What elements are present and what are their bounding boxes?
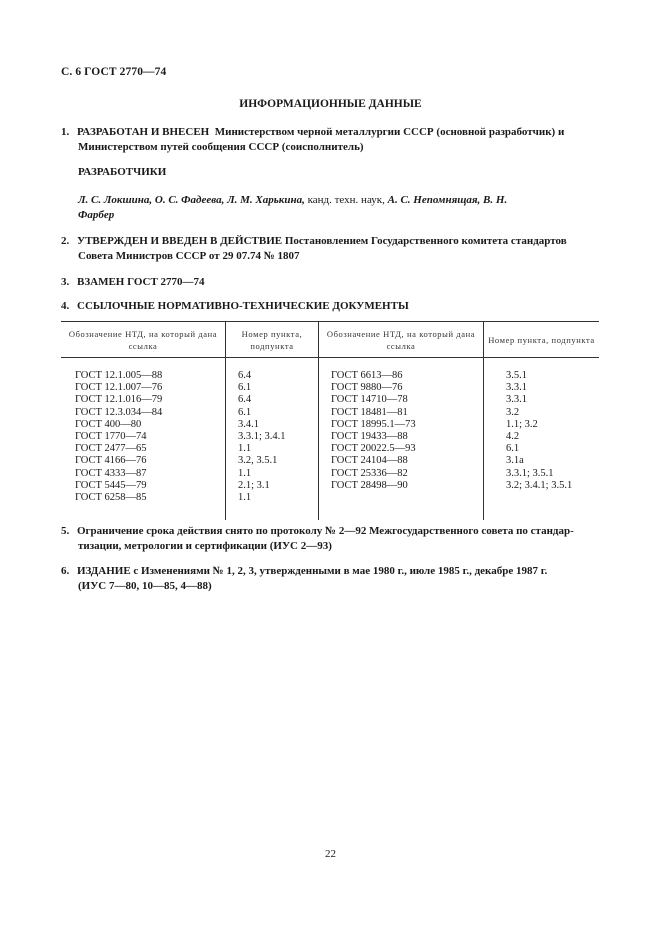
table-cell: 3.3.1 <box>506 394 527 406</box>
table-cell: 6.1 <box>506 443 520 455</box>
table-cell: 1.1 <box>238 467 252 479</box>
table-cell: ГОСТ 4333—87 <box>75 467 147 479</box>
item-number: 6. <box>61 565 70 577</box>
table-cell: ГОСТ 12.1.016—79 <box>75 394 163 406</box>
table-cell: ГОСТ 14710—78 <box>331 394 408 406</box>
table-cell: 3.2; 3.4.1; 3.5.1 <box>506 479 573 491</box>
table-cell: ГОСТ 2477—65 <box>75 443 147 455</box>
col-header-doc: Обозначение НТД, на который дана ссылка <box>61 322 226 358</box>
item-number: 2. <box>61 235 70 247</box>
item-text: ССЫЛОЧНЫЕ НОРМАТИВНО-ТЕХНИЧЕСКИЕ ДОКУМЕНТЫ <box>77 300 409 312</box>
section-title: ИНФОРМАЦИОННЫЕ ДАННЫЕ <box>239 98 422 110</box>
item-text: Ограничение срока действия снято по протоколу № 2—92 Межгосударственного совета по стандар- <box>77 525 574 537</box>
item-text: Министерством черной металлургии СССР (основной разработчик) и <box>214 126 565 138</box>
table-cell: ГОСТ 6258—85 <box>75 492 147 504</box>
item-text: ВЗАМЕН ГОСТ 2770—74 <box>77 276 205 288</box>
table-cell: ГОСТ 28498—90 <box>331 479 408 491</box>
table-cell: 3.3.1; 3.4.1 <box>238 431 286 443</box>
item-developed <box>61 125 601 154</box>
item-number: 5. <box>61 525 70 537</box>
table-cell: 3.5.1 <box>506 370 527 381</box>
col-header-item-2: Номер пункта, подпункта <box>484 322 600 358</box>
table-cell: 3.3.1; 3.5.1 <box>506 467 554 479</box>
item-text-cont: Совета Министров СССР от 29 07.74 № 1807 <box>78 249 300 262</box>
table-cell: ГОСТ 400—80 <box>75 418 142 430</box>
table-cell: 1.1; 3.2 <box>506 418 538 430</box>
table-cell: ГОСТ 25336—82 <box>331 467 408 479</box>
table-cell: ГОСТ 12.1.005—88 <box>75 370 163 381</box>
left-docs-column <box>61 358 226 521</box>
item-edition <box>61 564 601 593</box>
table-cell: 3.1а <box>506 455 524 467</box>
developers-names-2: А. С. Непомнящая, В. Н. <box>387 194 508 206</box>
table-cell: ГОСТ 4166—76 <box>75 455 147 467</box>
table-cell: 6.4 <box>238 394 252 406</box>
col-header-item: Номер пункта, подпункта <box>226 322 319 358</box>
table-cell: 1.1 <box>238 443 252 455</box>
table-cell: ГОСТ 18481—81 <box>331 406 408 418</box>
developers-degree: канд. техн. наук, <box>307 194 385 206</box>
table-cell: ГОСТ 18995.1—73 <box>331 418 416 430</box>
item-replaces <box>61 275 205 290</box>
page-header: С. 6 ГОСТ 2770—74 <box>61 66 167 78</box>
table-cell: ГОСТ 1770—74 <box>75 431 147 443</box>
left-items-column <box>226 358 319 521</box>
item-text-cont: тизации, метрологии и сертификации (ИУС 2—93) <box>78 539 332 552</box>
table-cell: 6.4 <box>238 370 252 381</box>
table-cell: ГОСТ 19433—88 <box>331 431 408 443</box>
table-cell: ГОСТ 12.1.007—76 <box>75 382 163 394</box>
developers-names: Л. С. Локшина, О. С. Фадеева, Л. М. Харькина, <box>78 194 305 206</box>
item-text: Постановлением Государственного комитета стандартов <box>284 235 567 247</box>
table-cell: 2.1; 3.1 <box>238 479 270 491</box>
right-docs-column <box>319 358 484 521</box>
table-cell: 3.2, 3.5.1 <box>238 455 278 467</box>
col-header-doc-2: Обозначение НТД, на который дана ссылка <box>319 322 484 358</box>
table-cell: ГОСТ 12.3.034—84 <box>75 406 163 418</box>
table-cell: 6.1 <box>238 406 252 418</box>
table-cell: ГОСТ 5445—79 <box>75 479 147 491</box>
item-approved <box>61 234 601 263</box>
item-text-cont: Министерством путей сообщения СССР (соисполнитель) <box>78 140 364 153</box>
table-cell: 6.1 <box>238 382 252 394</box>
item-text: Изменениями № 1, 2, 3, утвержденными в мае 1980 г., июле 1985 г., декабре 1987 г. <box>141 565 548 577</box>
table-cell: ГОСТ 9880—76 <box>331 382 403 394</box>
item-number: 1. <box>61 126 70 138</box>
item-lead: ИЗДАНИЕ с <box>77 565 139 577</box>
item-text-cont: (ИУС 7—80, 10—85, 4—88) <box>78 579 212 592</box>
right-items-column <box>484 358 600 521</box>
item-lead: УТВЕРЖДЕН И ВВЕДЕН В ДЕЙСТВИЕ <box>77 235 283 247</box>
developers-names-3: Фарбер <box>78 208 115 221</box>
table-cell: 1.1 <box>238 492 252 504</box>
developers-list <box>78 193 600 222</box>
item-lead: РАЗРАБОТАН И ВНЕСЕН <box>77 126 210 138</box>
references-table <box>61 321 599 520</box>
page-number: 22 <box>325 848 336 860</box>
item-validity <box>61 524 601 553</box>
table-cell: 4.2 <box>506 431 520 443</box>
table-cell: 3.3.1 <box>506 382 527 394</box>
table-cell: 3.4.1 <box>238 418 259 430</box>
table-cell: ГОСТ 24104—88 <box>331 455 408 467</box>
item-references <box>61 299 409 314</box>
table-cell: ГОСТ 20022.5—93 <box>331 443 416 455</box>
developers-heading: РАЗРАБОТЧИКИ <box>78 166 167 178</box>
table-cell: 3.2 <box>506 406 520 418</box>
item-number: 4. <box>61 300 70 312</box>
table-cell: ГОСТ 6613—86 <box>331 370 403 381</box>
item-number: 3. <box>61 276 70 288</box>
